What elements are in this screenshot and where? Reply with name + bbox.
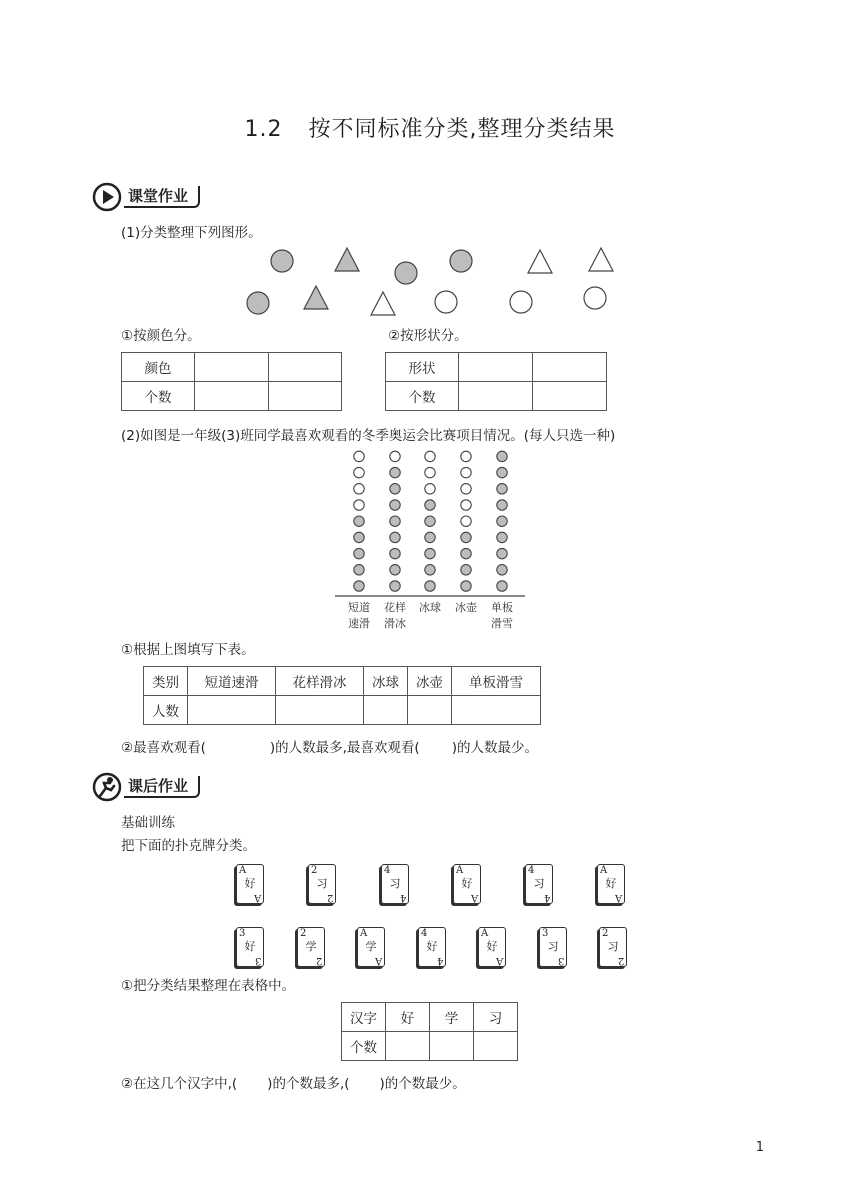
blank-cell[interactable]	[459, 382, 533, 411]
pictograph-category-label	[486, 600, 518, 632]
pictograph-dot-empty	[425, 467, 435, 477]
card-character: 好	[486, 940, 498, 953]
pictograph-label-line: 短道	[348, 601, 370, 614]
pictograph-dot-empty	[425, 451, 435, 461]
shape-table	[385, 352, 607, 411]
pictograph-dot-filled	[497, 565, 507, 575]
pictograph-dot-filled	[354, 532, 364, 542]
pictograph-dot-filled	[461, 565, 471, 575]
sports-header-2: 花样滑冰	[276, 667, 364, 696]
sports-header-1: 短道速滑	[188, 667, 276, 696]
homework-section-title: 基础训练	[121, 815, 175, 831]
q2-sub1: ①根据上图填写下表。	[121, 642, 255, 658]
pictograph-category-label	[343, 600, 375, 632]
blank-cell[interactable]	[276, 696, 364, 725]
card-character: 习	[389, 877, 401, 890]
card-rank-inverted: A	[470, 892, 478, 903]
playing-card[interactable]	[599, 927, 627, 967]
blank-cell[interactable]	[364, 696, 408, 725]
pictograph-dot-filled	[497, 484, 507, 494]
blank-cell[interactable]	[452, 696, 541, 725]
card-character: 习	[316, 877, 328, 890]
playing-card[interactable]	[236, 927, 264, 967]
play-icon	[92, 182, 122, 212]
card-rank: A	[481, 928, 489, 939]
char-table	[341, 1002, 518, 1061]
q2-sub2-part-a: ②最喜欢观看(	[121, 740, 206, 756]
sports-table	[143, 666, 541, 725]
pictograph-dot-filled	[497, 451, 507, 461]
card-rank-inverted: 4	[436, 955, 443, 966]
q1-sub2: ②按形状分。	[388, 328, 468, 344]
card-rank-inverted: A	[495, 955, 503, 966]
pictograph-dot-filled	[390, 467, 400, 477]
card-rank-inverted: A	[253, 892, 261, 903]
color-table	[121, 352, 342, 411]
char-row-label: 个数	[342, 1032, 386, 1061]
pictograph-label-line: 速滑	[348, 617, 370, 630]
pictograph-label-line	[414, 616, 446, 632]
pictograph-label-line: 滑冰	[384, 617, 406, 630]
pictograph-dot-filled	[461, 548, 471, 558]
char-header-0: 汉字	[342, 1003, 386, 1032]
pictograph-dot-filled	[497, 532, 507, 542]
card-rank: A	[239, 865, 247, 876]
shape-triangle-white	[371, 292, 395, 315]
pictograph-dot-filled	[390, 548, 400, 558]
q2-sub2-part-b: )的人数最多,最喜欢观看(	[269, 740, 420, 756]
pictograph-dot-filled	[390, 581, 400, 591]
runner-icon	[92, 772, 122, 802]
pictograph-dot-filled	[390, 516, 400, 526]
hw-sub2-part-b: )的个数最多,(	[267, 1076, 350, 1092]
playing-card[interactable]	[597, 864, 625, 904]
card-rank-inverted: 3	[557, 955, 564, 966]
playing-card[interactable]	[418, 927, 446, 967]
card-character: 学	[365, 940, 377, 953]
card-rank: 2	[300, 928, 307, 939]
card-rank-inverted: 4	[399, 892, 406, 903]
card-rank-inverted: 2	[315, 955, 322, 966]
shape-table-row-label: 个数	[386, 382, 459, 411]
pictograph-dot-filled	[497, 467, 507, 477]
playing-card[interactable]	[539, 927, 567, 967]
card-rank: 3	[239, 928, 246, 939]
pictograph-dot-filled	[354, 565, 364, 575]
cards-row-1	[0, 862, 860, 908]
blank-cell[interactable]	[459, 353, 533, 382]
pictograph-labels	[330, 600, 530, 634]
pictograph-category-label	[414, 600, 446, 632]
shape-table-header: 形状	[386, 353, 459, 382]
hw-sub2-part-a: ②在这几个汉字中,(	[121, 1076, 238, 1092]
pictograph-dot-filled	[425, 548, 435, 558]
classwork-badge-label: 课堂作业	[124, 186, 200, 208]
color-table-row-label: 个数	[122, 382, 195, 411]
blank-cell[interactable]	[474, 1032, 518, 1061]
sports-header-0: 类别	[144, 667, 188, 696]
char-header-3: 习	[474, 1003, 518, 1032]
pictograph-dot-filled	[425, 581, 435, 591]
pictograph-dot-empty	[461, 500, 471, 510]
playing-card[interactable]	[453, 864, 481, 904]
card-rank: 4	[384, 865, 391, 876]
card-character: 习	[533, 877, 545, 890]
card-rank-inverted: 3	[254, 955, 261, 966]
pictograph-label-line: 滑雪	[491, 617, 513, 630]
homework-prompt: 把下面的扑克牌分类。	[121, 838, 256, 854]
pictograph-dot-empty	[354, 500, 364, 510]
cards-row-2	[0, 925, 860, 971]
pictograph-dot-filled	[497, 548, 507, 558]
playing-card[interactable]	[357, 927, 385, 967]
shape-circle-white	[584, 287, 606, 309]
card-rank-inverted: 2	[617, 955, 624, 966]
card-rank-inverted: A	[374, 955, 382, 966]
sports-header-5: 单板滑雪	[452, 667, 541, 696]
homework-badge-label: 课后作业	[124, 776, 200, 798]
pictograph-dot-filled	[497, 500, 507, 510]
pictograph-dot-empty	[354, 484, 364, 494]
playing-card[interactable]	[381, 864, 409, 904]
shape-triangle-white	[589, 248, 613, 271]
pictograph-dot-filled	[461, 532, 471, 542]
pictograph-dot-filled	[461, 581, 471, 591]
pictograph-category-label	[379, 600, 411, 632]
blank-cell[interactable]	[269, 353, 342, 382]
pictograph-dot-filled	[425, 532, 435, 542]
shape-circle-gray	[271, 250, 293, 272]
card-character: 好	[244, 940, 256, 953]
pictograph-dot-empty	[461, 516, 471, 526]
pictograph-dot-empty	[354, 467, 364, 477]
card-character: 好	[244, 877, 256, 890]
shape-circle-gray	[450, 250, 472, 272]
pictograph-dot-filled	[425, 516, 435, 526]
blank-cell[interactable]	[188, 696, 276, 725]
hw-sub2-part-c: )的个数最少。	[379, 1076, 466, 1092]
pictograph-dot-filled	[425, 565, 435, 575]
page-title	[0, 112, 860, 143]
shapes-figure	[230, 240, 630, 320]
blank-cell[interactable]	[533, 382, 607, 411]
pictograph-dot-filled	[354, 581, 364, 591]
shape-circle-gray	[247, 292, 269, 314]
homework-badge	[92, 772, 200, 802]
pictograph-label-line: 冰壶	[455, 601, 477, 614]
pictograph-dot-empty	[390, 451, 400, 461]
card-character: 好	[605, 877, 617, 890]
blank-cell[interactable]	[533, 353, 607, 382]
pictograph-dot-filled	[497, 581, 507, 591]
sports-header-4: 冰壶	[408, 667, 452, 696]
blank-cell[interactable]	[408, 696, 452, 725]
sports-row-label: 人数	[144, 696, 188, 725]
pictograph-dot-empty	[425, 484, 435, 494]
pictograph-category-label	[450, 600, 482, 632]
sports-header-3: 冰球	[364, 667, 408, 696]
hw-sub1: ①把分类结果整理在表格中。	[121, 978, 296, 994]
blank-cell[interactable]	[195, 382, 269, 411]
playing-card[interactable]	[478, 927, 506, 967]
pictograph-label-line: 花样	[384, 601, 406, 614]
shape-triangle-white	[528, 250, 552, 273]
pictograph-dot-empty	[461, 451, 471, 461]
blank-cell[interactable]	[269, 382, 342, 411]
card-rank-inverted: 2	[326, 892, 333, 903]
blank-cell[interactable]	[386, 1032, 430, 1061]
pictograph-label-line	[450, 616, 482, 632]
q1-sub1: ①按颜色分。	[121, 328, 201, 344]
pictograph-dot-filled	[390, 532, 400, 542]
blank-cell[interactable]	[430, 1032, 474, 1061]
pictograph-label-line: 单板	[491, 601, 513, 614]
pictograph-dot-filled	[354, 548, 364, 558]
card-rank: A	[456, 865, 464, 876]
q1-prompt: (1)分类整理下列图形。	[121, 225, 262, 241]
playing-card[interactable]	[525, 864, 553, 904]
card-rank: 2	[602, 928, 609, 939]
playing-card[interactable]	[236, 864, 264, 904]
q2-sub2-part-c: )的人数最少。	[451, 740, 538, 756]
card-character: 习	[547, 940, 559, 953]
card-rank: 3	[542, 928, 549, 939]
card-character: 习	[607, 940, 619, 953]
color-table-header: 颜色	[122, 353, 195, 382]
card-rank: 4	[528, 865, 535, 876]
pictograph-dot-empty	[354, 451, 364, 461]
pictograph-dot-filled	[390, 565, 400, 575]
card-rank: 2	[311, 865, 318, 876]
title-number: 1.2	[244, 117, 283, 142]
title-text: 按不同标准分类,整理分类结果	[308, 117, 616, 142]
pictograph-dot-filled	[390, 500, 400, 510]
playing-card[interactable]	[297, 927, 325, 967]
classwork-badge	[92, 182, 200, 212]
card-rank-inverted: A	[614, 892, 622, 903]
shape-circle-gray	[395, 262, 417, 284]
pictograph-dot-empty	[461, 467, 471, 477]
q2-sub2	[121, 739, 538, 757]
pictograph-dot-filled	[497, 516, 507, 526]
q2-prompt: (2)如图是一年级(3)班同学最喜欢观看的冬季奥运会比赛项目情况。(每人只选一种)	[121, 428, 616, 444]
pictograph-dot-empty	[461, 484, 471, 494]
card-rank: A	[360, 928, 368, 939]
blank-cell[interactable]	[195, 353, 269, 382]
shape-triangle-gray	[304, 286, 328, 309]
pictograph-dot-filled	[390, 484, 400, 494]
shape-circle-white	[435, 291, 457, 313]
card-character: 学	[305, 940, 317, 953]
shape-circle-white	[510, 291, 532, 313]
pictograph-chart	[330, 444, 530, 599]
page-number: 1	[755, 1140, 764, 1155]
card-character: 好	[426, 940, 438, 953]
shape-triangle-gray	[335, 248, 359, 271]
pictograph-label-line: 冰球	[419, 601, 441, 614]
card-rank: A	[600, 865, 608, 876]
char-header-2: 学	[430, 1003, 474, 1032]
playing-card[interactable]	[308, 864, 336, 904]
card-rank: 4	[421, 928, 428, 939]
card-character: 好	[461, 877, 473, 890]
char-header-1: 好	[386, 1003, 430, 1032]
pictograph-dot-filled	[354, 516, 364, 526]
hw-sub2	[121, 1075, 466, 1093]
card-rank-inverted: 4	[543, 892, 550, 903]
pictograph-dot-filled	[425, 500, 435, 510]
